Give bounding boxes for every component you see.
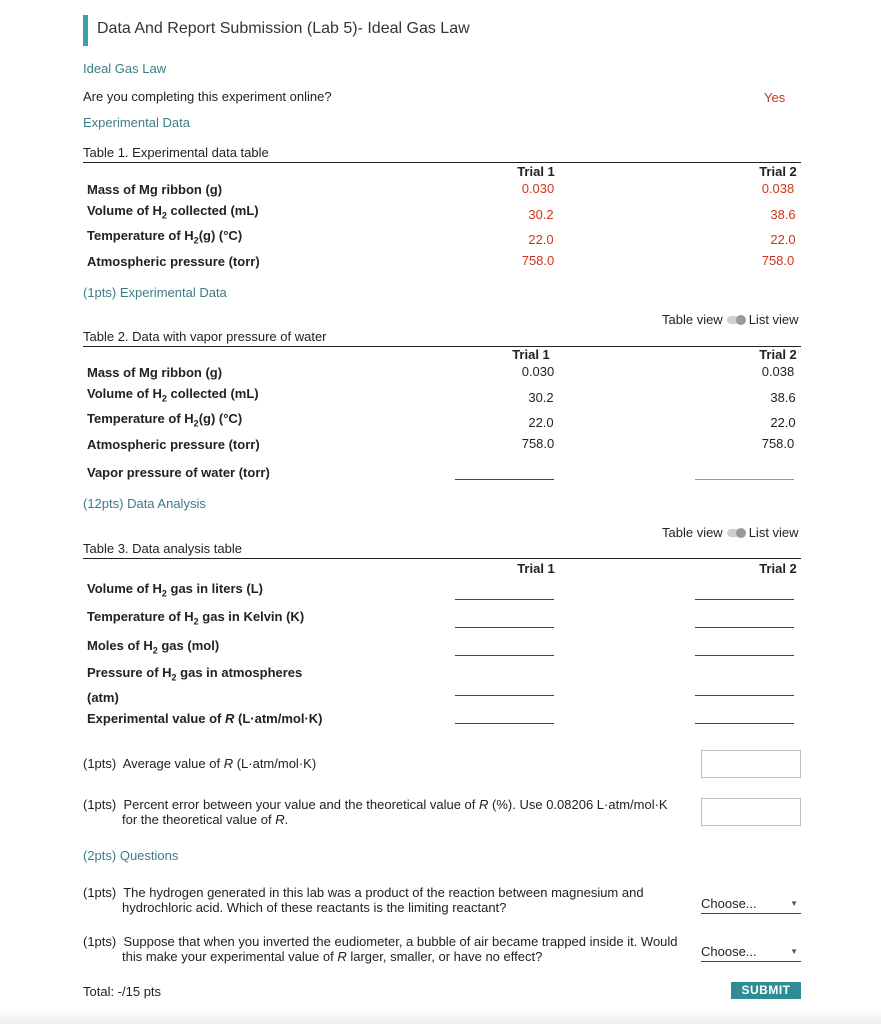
table2-row-mass: Mass of Mg ribbon (g) <box>87 365 223 380</box>
table1-caption: Table 1. Experimental data table <box>83 145 269 160</box>
table3-caption: Table 3. Data analysis table <box>83 541 242 556</box>
vapor-pressure-trial2-input[interactable] <box>695 479 794 480</box>
toggle-table-view-label: Table view <box>662 525 723 540</box>
table2-row-volume: Volume of $H_2$ collected (mL) <box>87 386 259 404</box>
temperature-kelvin-trial1-input[interactable] <box>455 627 554 628</box>
table1-row-mass: Mass of Mg ribbon (g) <box>87 182 223 197</box>
toggle-table-view-label: Table view <box>662 312 723 327</box>
table3-row-moles: Moles of $H_2$ gas (mol) <box>87 638 220 656</box>
volume-liters-trial2-input[interactable] <box>695 599 794 600</box>
submit-button[interactable]: SUBMIT <box>731 982 801 999</box>
caret-down-icon: ▼ <box>790 899 798 908</box>
view-toggle-1[interactable] <box>662 312 799 327</box>
page-bottom-shadow <box>0 1008 881 1024</box>
table1-mass-trial2: 0.038 <box>761 181 795 196</box>
section-questions: (2pts) Questions <box>83 848 179 863</box>
table1-temperature-trial2: 22.0 <box>770 232 796 247</box>
section-experimental-data: (1pts) Experimental Data <box>83 285 227 300</box>
table2-row-vapor-pressure: Vapor pressure of water (torr) <box>87 465 270 480</box>
table1-row-volume: Volume of $H_2$ collected (mL) <box>87 203 259 221</box>
table1-row-temperature: Temperature of $H_2(g)$ (°C) <box>87 228 243 246</box>
table3-row-experimental-r: Experimental value of R (L·atm/mol·K) <box>87 711 323 726</box>
table1-mass-trial1: 0.030 <box>521 181 555 196</box>
online-question: Are you completing this experiment online? <box>83 89 332 104</box>
table3-row-temperature-kelvin: Temperature of $H_2$ gas in Kelvin (K) <box>87 609 305 627</box>
view-toggle-switch[interactable] <box>727 529 745 537</box>
table2-mass-trial1: 0.030 <box>521 364 555 379</box>
table3-row-pressure-atm: Pressure of $H_2$ gas in atmospheres (atm) <box>87 665 303 705</box>
table1-top-rule <box>83 162 801 163</box>
table2-trial1-header: Trial 1 <box>512 347 550 362</box>
table2-mass-trial2: 0.038 <box>761 364 795 379</box>
toggle-list-view-label: List view <box>748 525 799 540</box>
limiting-reactant-select[interactable] <box>701 896 801 914</box>
table2-row-pressure: Atmospheric pressure (torr) <box>87 437 260 452</box>
table1-temperature-trial1: 22.0 <box>528 232 554 247</box>
online-answer: Yes <box>764 90 786 105</box>
table2-temperature-trial1: 22.0 <box>528 415 554 430</box>
pressure-atm-trial2-input[interactable] <box>695 695 794 696</box>
table2-row-temperature: Temperature of $H_2(g)$ (°C) <box>87 411 243 429</box>
air-bubble-question: (1pts) Suppose that when you inverted the eudiometer, a bubble of air became trapped inside it. Would this make your experimental value of R larger, smaller, or have no effect? <box>83 934 678 964</box>
select-value: Choose... <box>701 944 757 959</box>
experimental-r-trial1-input[interactable] <box>455 723 554 724</box>
table1-pressure-trial1: 758.0 <box>521 253 555 268</box>
table3-top-rule <box>83 558 801 559</box>
percent-error-input[interactable] <box>701 798 801 826</box>
table1-trial1-header: Trial 1 <box>517 164 555 179</box>
table2-top-rule <box>83 346 801 347</box>
table2-pressure-trial2: 758.0 <box>761 436 795 451</box>
air-bubble-select[interactable] <box>701 944 801 962</box>
title-accent-bar <box>83 15 88 46</box>
moles-trial1-input[interactable] <box>455 655 554 656</box>
table3-trial2-header: Trial 2 <box>759 561 797 576</box>
table2-caption: Table 2. Data with vapor pressure of water <box>83 329 327 344</box>
toggle-knob <box>736 528 746 538</box>
view-toggle-2[interactable] <box>662 525 799 540</box>
pressure-atm-trial1-input[interactable] <box>455 695 554 696</box>
total-score: Total: -/15 pts <box>83 984 162 999</box>
table1-trial2-header: Trial 2 <box>759 164 797 179</box>
average-r-input[interactable] <box>701 750 801 778</box>
section-title: Ideal Gas Law <box>83 61 167 76</box>
vapor-pressure-trial1-input[interactable] <box>455 479 554 480</box>
table2-volume-trial2: 38.6 <box>770 390 796 405</box>
section-data-analysis: (12pts) Data Analysis <box>83 496 206 511</box>
toggle-knob <box>736 315 746 325</box>
limiting-reactant-question: (1pts) The hydrogen generated in this lab was a product of the reaction between magnesium and hydrochloric acid. Which of these reactants is the limiting reactant? <box>83 885 644 915</box>
table2-volume-trial1: 30.2 <box>528 390 554 405</box>
average-r-question: (1pts) Average value of R (L·atm/mol·K) <box>83 756 317 771</box>
percent-error-question: (1pts) Percent error between your value and the theoretical value of R (%). Use 0.08206 L·atm/mol·K for the theoretical value of R. <box>83 797 668 827</box>
table1-volume-trial2: 38.6 <box>770 207 796 222</box>
page-title: Data And Report Submission (Lab 5)- Ideal Gas Law <box>97 20 470 37</box>
table1-volume-trial1: 30.2 <box>528 207 554 222</box>
table1-pressure-trial2: 758.0 <box>761 253 795 268</box>
temperature-kelvin-trial2-input[interactable] <box>695 627 794 628</box>
table1-row-pressure: Atmospheric pressure (torr) <box>87 254 260 269</box>
select-value: Choose... <box>701 896 757 911</box>
moles-trial2-input[interactable] <box>695 655 794 656</box>
experimental-r-trial2-input[interactable] <box>695 723 794 724</box>
table3-row-volume-liters: Volume of $H_2$ gas in liters (L) <box>87 581 263 599</box>
caret-down-icon: ▼ <box>790 947 798 956</box>
table2-trial2-header: Trial 2 <box>759 347 797 362</box>
toggle-list-view-label: List view <box>748 312 799 327</box>
table2-pressure-trial1: 758.0 <box>521 436 555 451</box>
volume-liters-trial1-input[interactable] <box>455 599 554 600</box>
experimental-data-heading: Experimental Data <box>83 115 190 130</box>
table2-temperature-trial2: 22.0 <box>770 415 796 430</box>
table3-trial1-header: Trial 1 <box>517 561 555 576</box>
view-toggle-switch[interactable] <box>727 316 745 324</box>
